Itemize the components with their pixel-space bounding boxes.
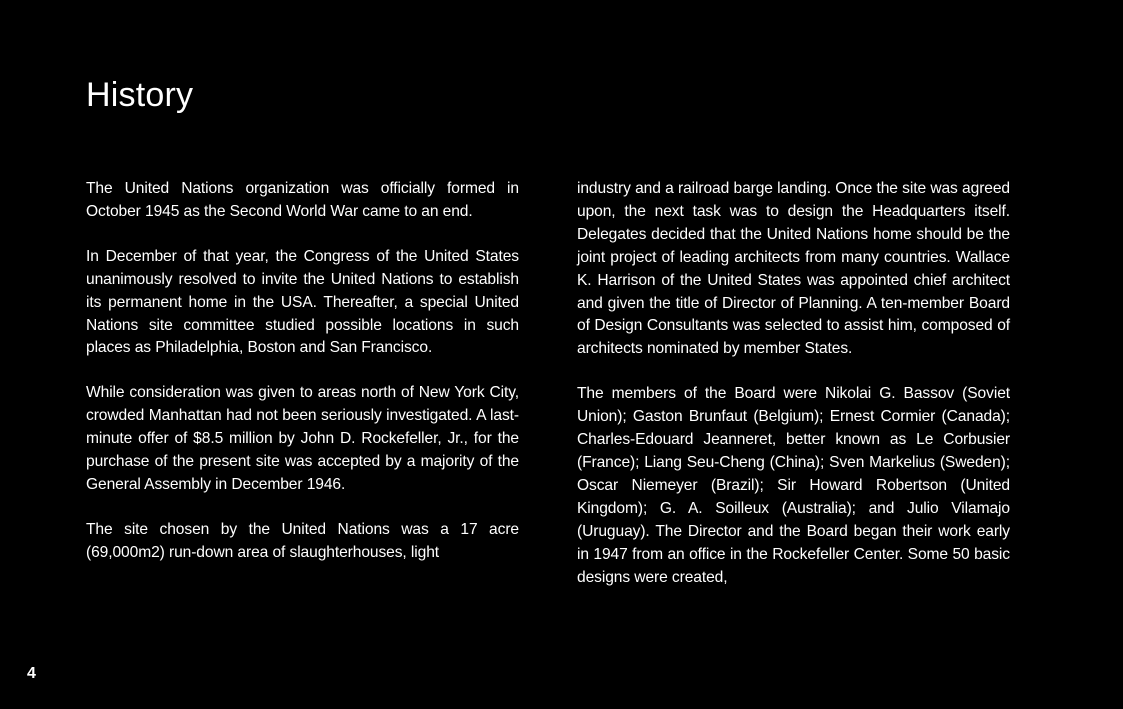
paragraph-board-members: The members of the Board were Nikolai G. Bassov (Soviet Union); Gaston Brunfaut (Belgium); Ernest Cormier (Canada); Charles-Edouard Jeanneret, better known as Le Corbusier (France); Liang Seu-Cheng (China); Sven Markelius (Sweden); Oscar Niemeyer (Brazil); Sir Howard Robertson (United Kingdom); G. A. Soilleux (Australia); and Julio Vilamajo (Uruguay). The Director and the Board began their work early in 1947 from an office in the Rockefeller Center. Some 50 basic designs were created,	[577, 385, 1010, 586]
right-text-column	[577, 178, 1010, 611]
paragraph-site-consideration: While consideration was given to areas north of New York City, crowded Manhattan had not been seriously investigated. A last-minute offer of $8.5 million by John D. Rockefeller, Jr., for the purchase of the present site was accepted by a majority of the General Assembly in December 1946.	[86, 384, 519, 493]
paragraph-congress-invitation: In December of that year, the Congress of the United States unanimously resolved to invite the United Nations to establish its permanent home in the USA. Thereafter, a special United Nations site committee studied possible locations in such places as Philadelphia, Boston and San Francisco.	[86, 247, 519, 357]
paragraph-design-planning: industry and a railroad barge landing. Once the site was agreed upon, the next task was to design the Headquarters itself. Delegates decided that the United Nations home should be the joint project of leading architects from many countries. Wallace K. Harrison of the United States was appointed chief architect and given the title of Director of Planning. A ten-member Board of Design Consultants was selected to assist him, composed of architects nominated by member States.	[577, 180, 1010, 358]
page-number: 4	[27, 665, 36, 682]
left-text-column	[86, 178, 519, 587]
paragraph-formation: The United Nations organization was officially formed in October 1945 as the Second World War came to an end.	[86, 180, 519, 220]
paragraph-site-chosen: The site chosen by the United Nations was a 17 acre (69,000m2) run-down area of slaughterhouses, light	[86, 520, 519, 561]
page-title: History	[86, 76, 194, 114]
